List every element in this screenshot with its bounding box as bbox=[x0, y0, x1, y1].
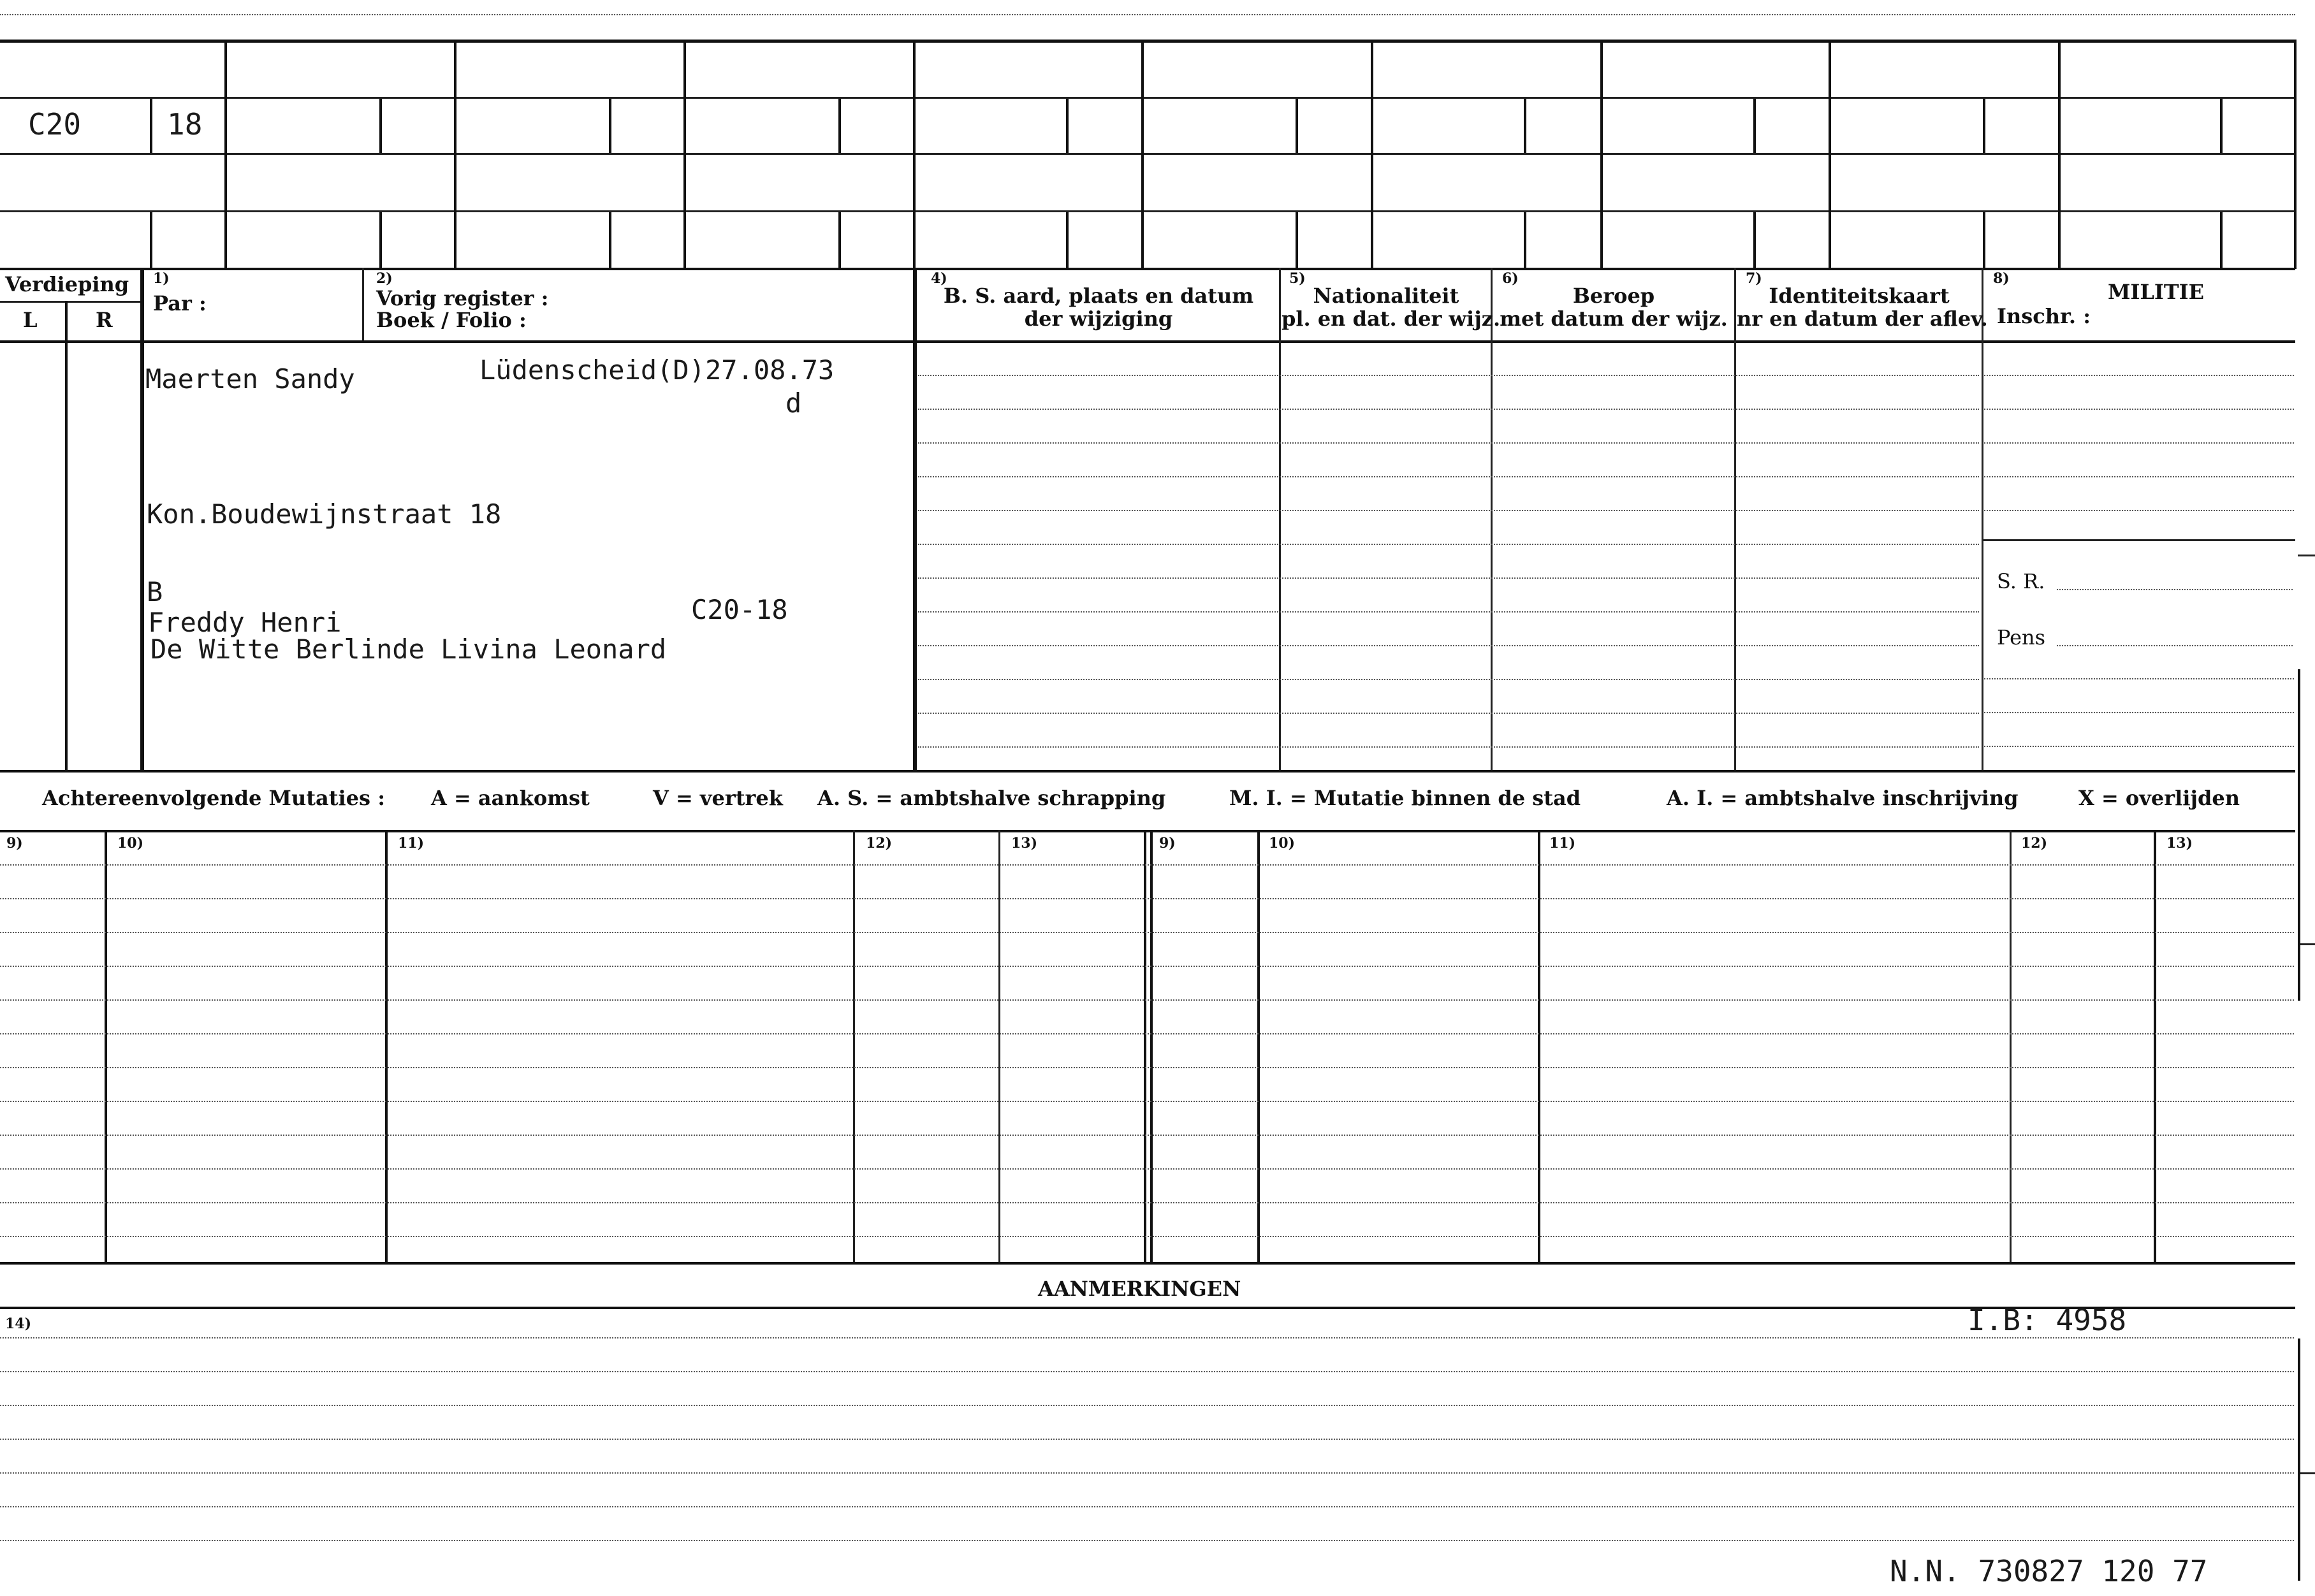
ruled-line bbox=[0, 1337, 2294, 1338]
legend-vertrek: V = vertrek bbox=[653, 786, 783, 810]
family-ref: C20-18 bbox=[691, 594, 788, 625]
ruled-line bbox=[0, 1506, 2294, 1507]
col7-number: 7) bbox=[1746, 270, 1762, 287]
sex-mark: d bbox=[785, 388, 802, 419]
person-name: Maerten Sandy bbox=[145, 363, 355, 395]
ruled-line bbox=[1984, 678, 2294, 679]
ruled-line bbox=[1984, 476, 2294, 477]
remarks-number: 14) bbox=[5, 1316, 32, 1332]
ruled-line bbox=[0, 966, 2294, 967]
nationaliteit-sub-label: pl. en dat. der wijz. bbox=[1282, 307, 1501, 331]
col5-number: 5) bbox=[1289, 270, 1306, 287]
mut-left-col9: 9) bbox=[6, 835, 23, 852]
pens-label: Pens bbox=[1997, 625, 2046, 649]
mother-name: De Witte Berlinde Livina Leonard bbox=[150, 634, 667, 665]
ruled-line bbox=[918, 476, 1979, 477]
ruled-line bbox=[1984, 409, 2294, 410]
house-code: 18 bbox=[167, 107, 203, 141]
legend-inschrijving: A. I. = ambtshalve inschrijving bbox=[1667, 786, 2019, 810]
ruled-line bbox=[0, 1168, 2294, 1170]
legend-schrapping: A. S. = ambtshalve schrapping bbox=[817, 786, 1166, 810]
legend-aankomst: A = aankomst bbox=[431, 786, 590, 810]
floor-left-label: L bbox=[23, 308, 38, 332]
father-name: Freddy Henri bbox=[148, 607, 342, 638]
ruled-line bbox=[0, 999, 2294, 1001]
ruled-line bbox=[918, 442, 1979, 444]
ruled-line bbox=[918, 713, 1979, 714]
national-number: N.N. 730827 120 77 bbox=[1890, 1554, 2208, 1588]
relation-code: B bbox=[147, 576, 163, 607]
ruled-line bbox=[0, 1135, 2294, 1136]
col8-number: 8) bbox=[1993, 270, 2010, 287]
vorig-register-label: Vorig register : bbox=[376, 286, 549, 310]
wijziging-label: der wijziging bbox=[1024, 307, 1173, 331]
legend-mutatie-stad: M. I. = Mutatie binnen de stad bbox=[1229, 786, 1581, 810]
mut-right-col12: 12) bbox=[2021, 835, 2048, 852]
ruled-line bbox=[0, 1202, 2294, 1203]
ruled-line bbox=[0, 1472, 2294, 1474]
col1-number: 1) bbox=[153, 270, 170, 287]
beroep-sub-label: met datum der wijz. bbox=[1500, 307, 1728, 331]
ruled-line bbox=[1984, 746, 2294, 747]
mut-left-col12: 12) bbox=[866, 835, 893, 852]
ruled-line bbox=[0, 1405, 2294, 1406]
bs-aard-label: B. S. aard, plaats en datum bbox=[943, 284, 1254, 308]
ruled-line bbox=[0, 1033, 2294, 1034]
ruled-line bbox=[0, 1236, 2294, 1237]
ruled-line bbox=[918, 746, 1979, 748]
col6-number: 6) bbox=[1502, 270, 1519, 287]
sr-label: S. R. bbox=[1997, 569, 2045, 593]
ruled-line bbox=[918, 544, 1979, 545]
ruled-line bbox=[1984, 712, 2294, 713]
ruled-line bbox=[0, 1439, 2294, 1440]
mut-right-col11: 11) bbox=[1549, 835, 1576, 852]
floor-right-label: R bbox=[96, 308, 113, 332]
ruled-line bbox=[0, 1067, 2294, 1068]
mut-left-col11: 11) bbox=[398, 835, 425, 852]
ruled-line bbox=[1984, 442, 2294, 444]
militie-title: MILITIE bbox=[2108, 280, 2205, 304]
ruled-line bbox=[0, 864, 2294, 866]
address: Kon.Boudewijnstraat 18 bbox=[147, 498, 502, 530]
ruled-line bbox=[1984, 510, 2294, 511]
scan-edge bbox=[0, 14, 2295, 15]
verdieping-label: Verdieping bbox=[5, 272, 129, 296]
ruled-line bbox=[918, 645, 1979, 646]
inschr-label: Inschr. : bbox=[1997, 304, 2091, 328]
boek-folio-label: Boek / Folio : bbox=[376, 308, 527, 332]
identiteitskaart-sub-label: nr en datum der aflev. bbox=[1737, 307, 1988, 331]
ruled-line bbox=[918, 510, 1979, 511]
ruled-line bbox=[918, 577, 1979, 579]
mut-right-col9: 9) bbox=[1159, 835, 1176, 852]
par-label: Par : bbox=[153, 291, 207, 316]
ruled-line bbox=[1984, 375, 2294, 376]
ruled-line bbox=[0, 1101, 2294, 1102]
identiteitskaart-label: Identiteitskaart bbox=[1769, 284, 1950, 308]
col4-number: 4) bbox=[931, 270, 947, 287]
ib-number: I.B: 4958 bbox=[1968, 1303, 2127, 1337]
ruled-line bbox=[0, 1371, 2294, 1372]
col2-number: 2) bbox=[376, 270, 393, 287]
beroep-label: Beroep bbox=[1572, 284, 1655, 308]
ruled-line bbox=[0, 932, 2294, 933]
ruled-line bbox=[918, 679, 1979, 680]
birth-place-date: Lüdenscheid(D)27.08.73 bbox=[479, 354, 835, 386]
block-code: C20 bbox=[28, 107, 82, 141]
mut-left-col10: 10) bbox=[117, 835, 144, 852]
ruled-line bbox=[0, 898, 2294, 899]
mut-right-col10: 10) bbox=[1269, 835, 1296, 852]
legend-overlijden: X = overlijden bbox=[2078, 786, 2240, 810]
ruled-line bbox=[0, 1540, 2294, 1541]
ruled-line bbox=[918, 611, 1979, 613]
ruled-line bbox=[918, 375, 1979, 376]
mut-right-col13: 13) bbox=[2166, 835, 2193, 852]
nationaliteit-label: Nationaliteit bbox=[1313, 284, 1459, 308]
aanmerkingen-title: AANMERKINGEN bbox=[1038, 1277, 1241, 1301]
mutaties-title: Achtereenvolgende Mutaties : bbox=[42, 786, 385, 810]
mut-left-col13: 13) bbox=[1011, 835, 1038, 852]
ruled-line bbox=[918, 409, 1979, 410]
